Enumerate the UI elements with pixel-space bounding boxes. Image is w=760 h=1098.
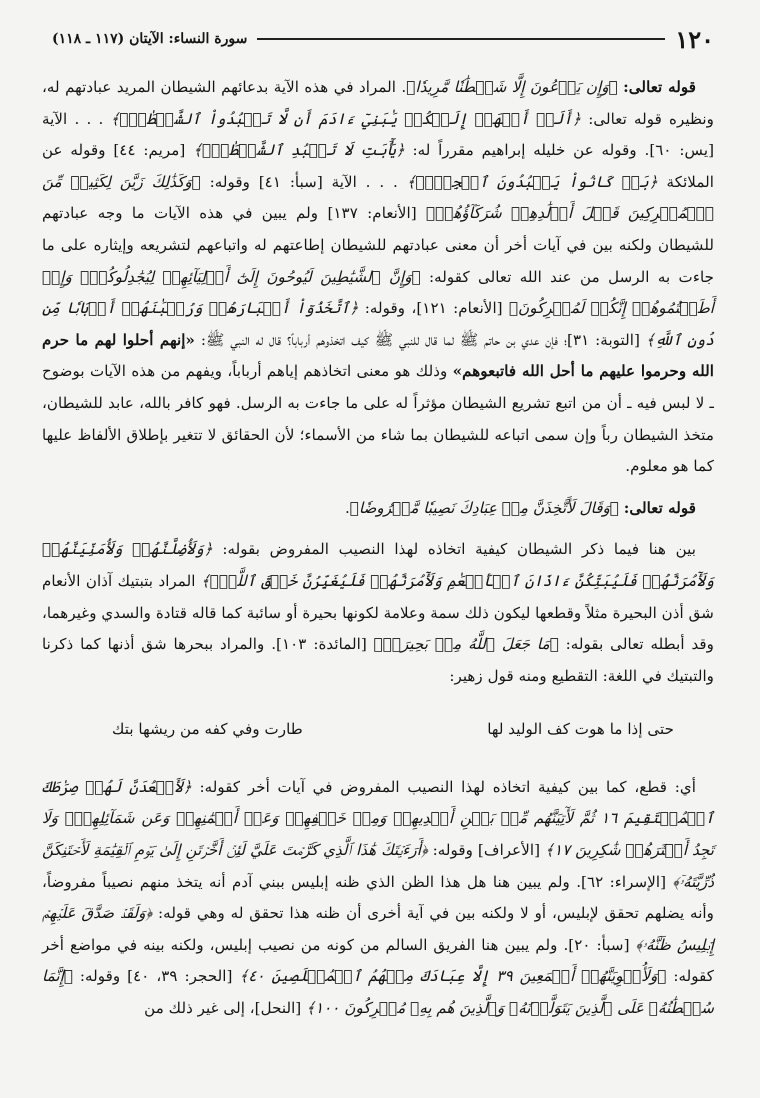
quran-verse: ﴿وَقَالَ لَأَتَّخِذَنَّ مِنۡ عِبَادِكَ نَصِيبٗا مَّفۡرُوضٗا﴾	[349, 498, 619, 517]
poem-hemistich-1: حتى إذا ما هوت كف الوليد لها	[487, 720, 674, 739]
paragraph	[42, 493, 714, 525]
quran-verse: ﴿بَلۡ كَانُواْ يَعۡبُدُونَ ٱلۡجِنَّۖ﴾	[406, 172, 658, 191]
quran-verse: ﴿إِنَّمَا سُلۡطَٰنُهُۥ عَلَى ٱلَّذِينَ يَتَوَلَّوۡنَهُۥ وَٱلَّذِينَ هُم بِهِۦ مُشۡرِكُونَ ١٠٠﴾	[42, 967, 714, 1018]
text-run: أي: قطع، كما بين كيفية اتخاذه لهذا النصيب المفروض في آيات أخر كقوله:	[191, 777, 697, 796]
quran-verse: ﴿وَإِن يَدۡعُونَ إِلَّا شَيۡطَٰنٗا مَّرِيدٗا﴾	[406, 78, 618, 96]
page-header	[52, 26, 714, 52]
quran-verse: ﴿وَلَأُضِلَّنَّهُمۡ وَلَأُمَنِّيَنَّهُمۡ وَلَأٓمُرَنَّهُمۡ فَلَيُبَتِّكُنَّ ءَاذَانَ ٱلۡأَنۡعَٰمِ وَلَأٓمُرَنَّهُمۡ فَلَيُغَيِّرُنَّ خَلۡقَ ٱللَّهِۚ﴾	[42, 540, 714, 590]
text-run: . المراد في هذه الآية بدعائهم الشيطان المريد عبادتهم له، ونظيره قوله تعالى:	[42, 78, 714, 128]
text-run: المراد بتبتيك آذان الأنعام شق أذن البحيرة مثلاً وقطعها ليكون ذلك سمة وعلامة لكونها بحيرة أو سائبة كما قاله قتادة والسدي وغيرهما، وقد أبطله تعالى بقوله:	[42, 571, 715, 654]
paragraph	[42, 772, 714, 1025]
quran-verse: ﴿يَٰٓأَبَتِ لَا تَعۡبُدِ ٱلشَّيۡطَٰنَۖ﴾	[193, 141, 405, 160]
quran-verse: ﴿ٱتَّخَذُوٓاْ أَحۡبَارَهُمۡ وَرُهۡبَٰنَهُمۡ أَرۡبَابٗا مِّن دُونِ ٱللَّهِ﴾	[42, 299, 715, 349]
quran-verse: ﴿وَلَقَدۡ صَدَّقَ عَلَيۡهِمۡ إِبۡلِيسُ ظَنَّهُۥ﴾	[42, 904, 714, 954]
lead-label: قوله تعالى:	[623, 498, 696, 517]
text-run: [الحجر: ٣٩، ٤٠] وقوله:	[72, 967, 240, 986]
surah-info: سورة النساء: الآيتان (١١٧ ـ ١١٨)	[52, 31, 248, 47]
text-run: [الإسراء: ٦٢]. ولم يبين هنا هل هذا الظن الذي ظنه إبليس ببني آدم أنه يتخذ منهم نصيباً مفروضاً، وأنه يضلهم تحقق لإبليس، أو لا ولكنه بين في آية أخرى أن ظنه هذا تحقق له وهي قوله:	[42, 872, 714, 923]
text-run: [سبأ: ٢٠]. ولم يبين هنا الفريق السالم من كونه من نصيب إبليس، ولكنه بينه في مواضع أخر كقوله:	[42, 935, 714, 986]
quran-verse: ﴿وَكَذَٰلِكَ زَيَّنَ لِكَثِيرٖ مِّنَ ٱلۡمُشۡرِكِينَ قَتۡلَ أَوۡلَٰدِهِمۡ شُرَكَآؤُهُمۡ﴾	[42, 172, 714, 223]
text-run: [الأنعام: ١٣٧] ولم يبين في هذه الآيات ما وجه عبادتهم للشيطان ولكنه بين في آيات أخر أن معنى عبادتهم للشيطان إطاعتهم له واتباعهم لتشريعه وإيثاره على ما جاءت به الرسل من عند الله تعالى كقوله:	[42, 204, 714, 286]
quran-verse: ﴿وَإِنَّ ٱلشَّيَٰطِينَ لَيُوحُونَ إِلَىٰٓ أَوۡلِيَآئِهِمۡ لِيُجَٰدِلُوكُمۡۖ وَإِنۡ أَطَعۡتُمُوهُمۡ إِنَّكُمۡ لَمُشۡرِكُونَ﴾	[42, 267, 714, 318]
quran-verse: ﴿وَلَأُغۡوِيَنَّهُمۡ أَجۡمَعِينَ ٣٩ إِلَّا عِبَادَكَ مِنۡهُمُ ٱلۡمُخۡلَصِينَ ٤٠﴾	[239, 967, 667, 986]
text-run: [النحل]، إلى غير ذلك من	[144, 999, 307, 1018]
text-run: [الأعراف] وقوله:	[427, 841, 545, 860]
text-block-2	[42, 772, 714, 1025]
text-run: [مريم: ٤٤] وقوله عن الملائكة	[42, 141, 714, 191]
text-run: [الأنعام: ١٢١]، وقوله:	[358, 299, 509, 318]
page-body	[42, 72, 714, 1025]
paragraph	[42, 534, 714, 692]
quran-verse: ﴿أَرَءَيۡتَكَ هَٰذَا ٱلَّذِي كَرَّمۡتَ عَلَيَّ لَئِنۡ أَخَّرۡتَنِ إِلَىٰ يَوۡمِ ٱلۡقِيَٰمَةِ لَأَحۡتَنِكَنَّ ذُرِّيَّتَهُۥٓ﴾	[42, 841, 714, 891]
text-run: وذلك هو معنى اتخاذهم إياهم أرباباً، ويفهم من هذه الآيات بوضوح ـ لا لبس فيه ـ أن من اتبع تشريع الشيطان مؤثراً له على ما جاءت به الرسل. فهو كافر بالله، عابد للشيطان، متخذ الشيطان رباً وإن سمى اتباعه للشيطان بما شاء من الأسماء؛ لأن الحقائق لا تتغير بإطلاق الألفاظ عليها كما هو معلوم.	[42, 362, 714, 476]
text-run: [التوبة: ٣١]؛ فإن عدي بن حاتم ﷺ لما قال للنبي ﷺ كيف اتخذوهم أرباباً؟ قال له النبي ﷺ:	[194, 330, 646, 349]
text-run: . . . الآية [سبأ: ٤١] وقوله:	[200, 172, 407, 191]
text-run: بين هنا فيما ذكر الشيطان كيفية اتخاذه لهذا النصيب المفروض بقوله:	[212, 540, 696, 559]
text-run: [المائدة: ١٠٣]. والمراد ببحرها شق أذنها كما ذكرنا والتبتيك في اللغة: التقطيع ومنه قول زهير:	[42, 635, 714, 685]
lead-label: قوله تعالى:	[623, 78, 696, 96]
header-rule	[257, 38, 665, 40]
paragraph	[42, 72, 714, 483]
text-block-1	[42, 72, 714, 692]
quran-verse: ﴿أَلَمۡ أَعۡهَدۡ إِلَيۡكُمۡ يَٰبَنِيٓ ءَادَمَ أَن لَّا تَعۡبُدُواْ ٱلشَّيۡطَٰنَۖ﴾	[110, 109, 582, 128]
text-run: .	[344, 498, 350, 517]
text-run: . . . الآية [يس: ٦٠]. وقوله عن خليله إبراهيم مقرراً له:	[42, 109, 714, 160]
poem-verse	[42, 714, 714, 746]
hadith-text: «إنهم أحلوا لهم ما حرم الله وحرموا عليهم ما أحل الله فاتبعوهم»	[42, 330, 714, 381]
poem-hemistich-2: طارت وفي كفه من ريشها بتك	[112, 720, 303, 739]
quran-verse: ﴿لَأَقۡعُدَنَّ لَهُمۡ صِرَٰطَكَ ٱلۡمُسۡتَقِيمَ ١٦ ثُمَّ لَأٓتِيَنَّهُم مِّنۢ بَيۡنِ أَيۡدِيهِمۡ وَمِنۡ خَلۡفِهِمۡ وَعَنۡ أَيۡمَٰنِهِمۡ وَعَن شَمَآئِلِهِمۡۖ وَلَا تَجِدُ أَكۡثَرَهُمۡ شَٰكِرِينَ ١٧﴾	[42, 777, 714, 860]
quran-verse: ﴿مَا جَعَلَ ٱللَّهُ مِنۢ بَحِيرَةٖ﴾	[373, 635, 559, 654]
page-number: ١٢٠	[675, 24, 714, 54]
